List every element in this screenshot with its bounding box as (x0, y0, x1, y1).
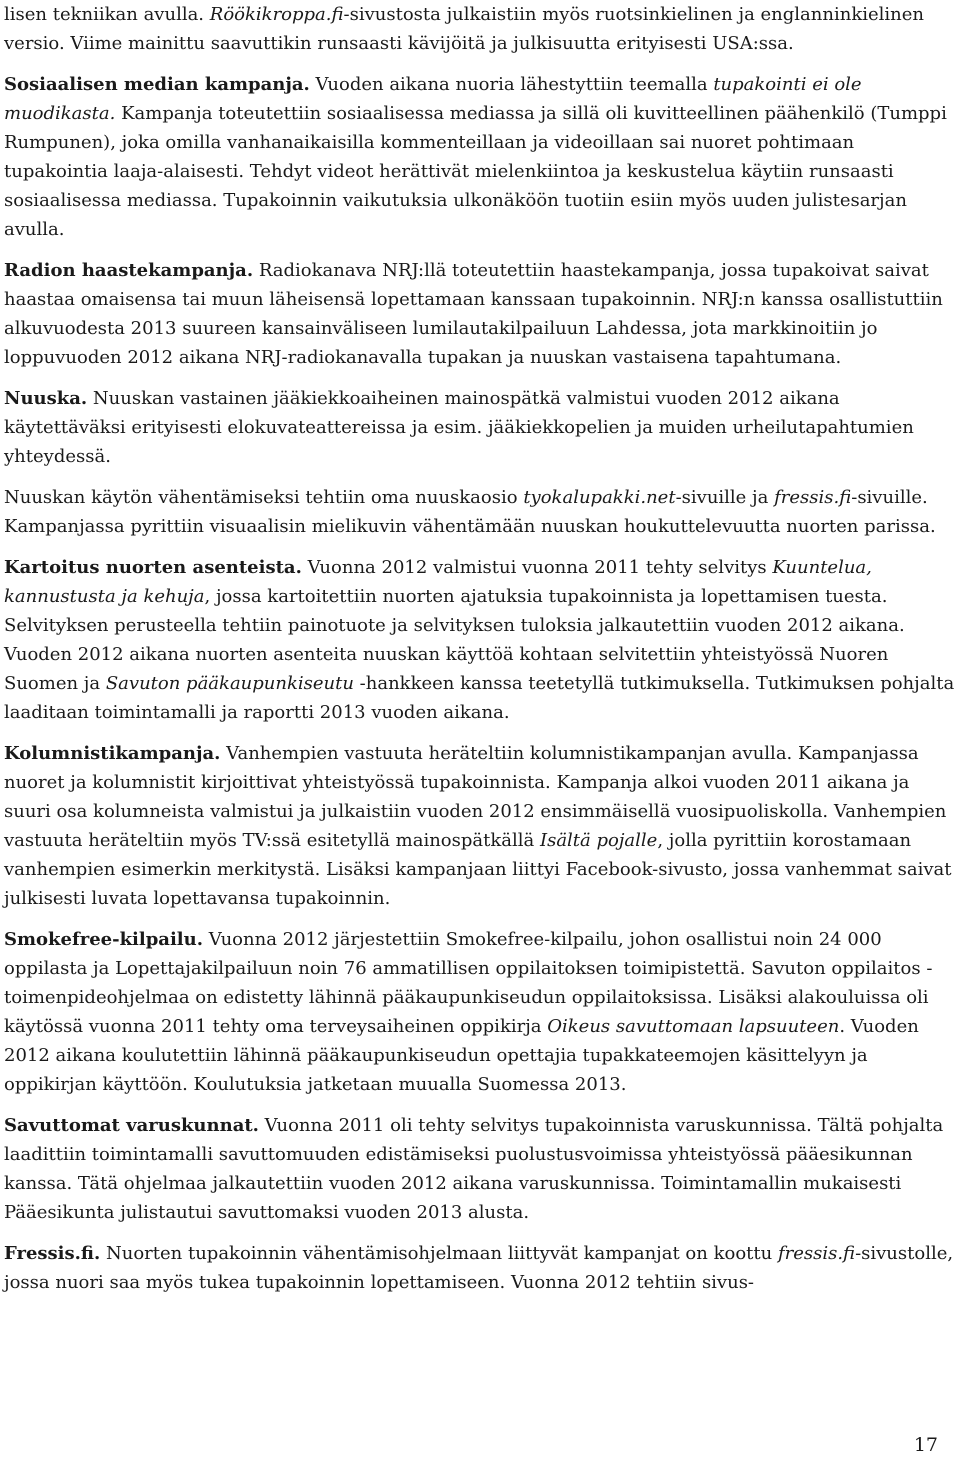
paragraph-kartoitus-nuorten-asenteista (4, 553, 956, 727)
project-name: Savuton pääkaupunkiseutu (105, 673, 354, 694)
section-lead-heading: Fressis.fi. (4, 1243, 101, 1264)
paragraph-kolumnistikampanja (4, 739, 956, 913)
text-span: Radiokanava NRJ:llä toteutettiin haastekampanja, jossa tupakoivat saivat haastaa omaisensa tai muun läheisensä lopettamaan kanssaan tupakoinnin. NRJ:n kanssa osallistuttiin alkuvuodesta 2013 suureen kansainväliseen lumilautakilpailuun Lahdessa, jota markkinoitiin jo loppuvuoden 2012 aikana NRJ-radiokanavalla tupakan ja nuuskan vastaisena tapahtumana. (4, 260, 943, 368)
text-span: Nuuskan vastainen jääkiekkoaiheinen mainospätkä valmistui vuoden 2012 aikana käytettäväksi erityisesti elokuvateattereissa ja esim. jääkiekkopelien ja muiden urheilutapahtumien yhteydessä. (4, 388, 914, 467)
text-span: Vuonna 2011 oli tehty selvitys tupakoinnista varuskunnissa. Tältä pohjalta laadittiin toimintamalli savuttomuuden edistämiseksi puolustusvoimissa yhteistyössä pääesikunnan kanssa. Tätä ohjelmaa jalkautettiin vuoden 2012 aikana varuskunnissa. Toimintamallin mukaisesti Pääesikunta julistautui savuttomaksi vuoden 2013 alusta. (4, 1115, 944, 1223)
text-span: Vuonna 2012 valmistui vuonna 2011 tehty selvitys (301, 557, 773, 578)
text-span: lisen tekniikan avulla. (4, 4, 210, 25)
text-span: Nuuskan käytön vähentämiseksi tehtiin oma nuuskaosio (4, 487, 524, 508)
text-span: Vuonna 2012 järjestettiin Smokefree-kilpailu, johon osallistui noin 24 000 oppilasta ja Lopettajakilpailuun noin 76 ammatillisen oppilaitoksen toimipistettä. Savuton oppilaitos -toimenpideohjelmaa on edistetty lähinnä pääkaupunkiseudun oppilaitoksissa. Lisäksi alakouluissa oli käytössä vuonna 2011 tehty oma terveysaiheinen oppikirja (4, 929, 933, 1037)
text-span: Vuoden aikana nuoria lähestyttiin teemalla (309, 74, 714, 95)
campaign-theme: tupakointi ei ole muodikasta. (4, 74, 862, 124)
report-title: Kuuntelua, kannustusta ja kehuja (4, 557, 872, 607)
ad-title: Isältä pojalle (539, 830, 658, 851)
section-lead-heading: Kartoitus nuorten asenteista. (4, 557, 302, 578)
section-lead-heading: Kolumnistikampanja. (4, 743, 221, 764)
paragraph-smokefree-kilpailu (4, 925, 956, 1099)
text-span: -sivustosta julkaistiin myös ruotsinkielinen ja englanninkielinen versio. Viime mainittu saavuttikin runsaasti kävijöitä ja julkisuutta erityisesti USA:ssa. (4, 4, 924, 54)
text-span: -sivuille ja (675, 487, 775, 508)
text-span: -hankkeen kanssa teetetyllä tutkimuksella. Tutkimuksen pohjalta laaditaan toimintamalli ja raportti 2013 vuoden aikana. (4, 673, 955, 723)
text-span: Nuorten tupakoinnin vähentämisohjelmaan liittyvät kampanjat on koottu (100, 1243, 778, 1264)
paragraph-nuuska (4, 384, 956, 471)
site-name: tyokalupakki.net (523, 487, 676, 508)
paragraph-intro-continuation (4, 0, 956, 58)
paragraph-fressis-fi (4, 1239, 956, 1297)
site-name: fressis.fi (774, 487, 852, 508)
text-span: Kampanja toteutettiin sosiaalisessa mediassa ja sillä oli kuvitteellinen päähenkilö (Tumppi Rumpunen), joka omilla vanhanaikaisilla kommenteillaan ja videoillaan sai nuoret pohtimaan tupakointia laaja-alaisesti. Tehdyt videot herättivät mielenkiintoa ja keskustelua käytiin runsaasti sosiaalisessa mediassa. Tupakoinnin vaikutuksia ulkonäköön tuotiin esiin myös uuden julistesarjan avulla. (4, 103, 947, 240)
site-name: Röökikroppa.fi (209, 4, 344, 25)
text-span: Vanhempien vastuuta heräteltiin kolumnistikampanjan avulla. Kampanjassa nuoret ja kolumnistit kirjoittivat yhteistyössä tupakoinnista. Kampanja alkoi vuoden 2011 aikana ja suuri osa kolumneista valmistui ja julkaistiin vuoden 2012 ensimmäisellä vuosipuoliskolla. Vanhempien vastuuta heräteltiin myös TV:ssä esitetyllä mainospätkällä (4, 743, 947, 851)
section-lead-heading: Savuttomat varuskunnat. (4, 1115, 259, 1136)
paragraph-savuttomat-varuskunnat (4, 1111, 956, 1227)
text-span: -sivustolle, jossa nuori saa myös tukea tupakoinnin lopettamiseen. Vuonna 2012 tehtiin sivus- (4, 1243, 954, 1293)
section-lead-heading: Radion haastekampanja. (4, 260, 254, 281)
textbook-title: Oikeus savuttomaan lapsuuteen (547, 1016, 840, 1037)
text-span: , jolla pyrittiin korostamaan vanhempien esimerkin merkitystä. Lisäksi kampanjaan liittyi Facebook-sivusto, jossa vanhemmat saivat julkisesti luvata lopettavansa tupakoinnin. (4, 830, 952, 909)
text-span: . Vuoden 2012 aikana koulutettiin lähinnä pääkaupunkiseudun opettajia tupakkateemojen käsittelyyn ja oppikirjan käyttöön. Koulutuksia jatketaan muualla Suomessa 2013. (4, 1016, 919, 1095)
section-lead-heading: Sosiaalisen median kampanja. (4, 74, 310, 95)
site-name: fressis.fi (777, 1243, 856, 1264)
text-span: , jossa kartoitettiin nuorten ajatuksia tupakoinnista ja lopettamisen tuesta. Selvityksen perusteella tehtiin painotuote ja selvityksen tuloksia jalkautettiin vuoden 2012 aikana. Vuoden 2012 aikana nuorten asenteita nuuskan käyttöä kohtaan selvitettiin yhteistyössä Nuoren Suomen ja (4, 586, 905, 694)
section-lead-heading: Smokefree-kilpailu. (4, 929, 204, 950)
paragraph-radion-haastekampanja (4, 256, 956, 372)
section-lead-heading: Nuuska. (4, 388, 88, 409)
text-span: -sivuille. Kampanjassa pyrittiin visuaalisin mielikuvin vähentämään nuuskan houkuttelevuutta nuorten parissa. (4, 487, 936, 537)
body-text (4, 0, 956, 1297)
paragraph-nuuskaosio (4, 483, 956, 541)
paragraph-sosiaalisen-median-kampanja (4, 70, 956, 244)
page-number: 17 (913, 1434, 938, 1456)
